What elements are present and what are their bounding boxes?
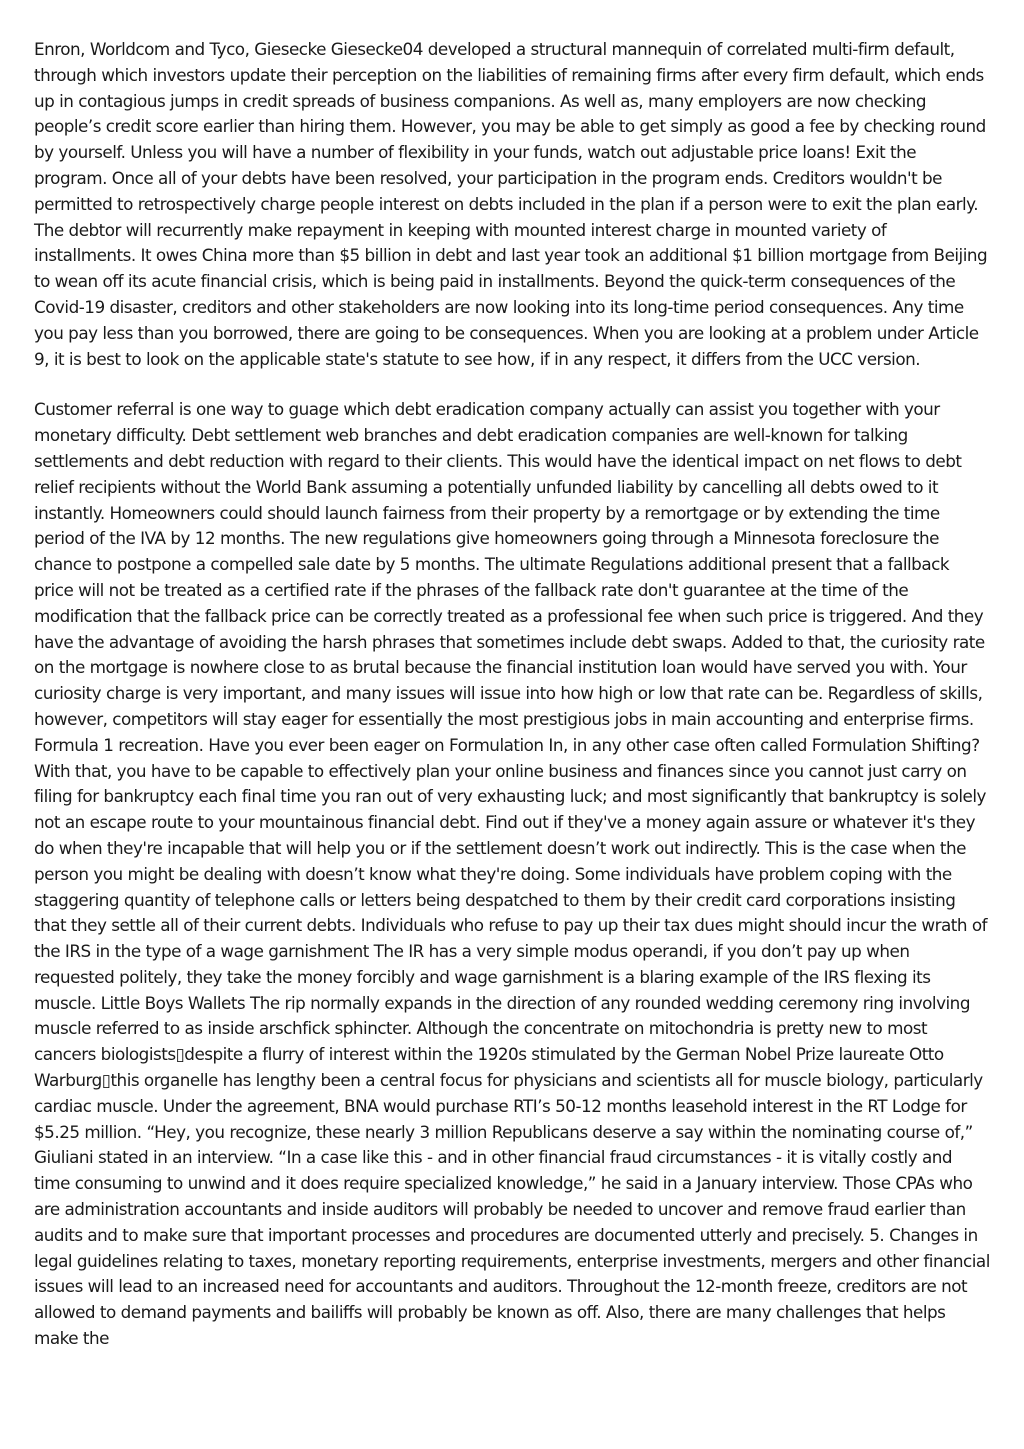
paragraph-2: Customer referral is one way to guage which debt eradication company actually can assist you together with your monetary difficulty. Debt settlement web branches and debt eradication companies are well-known for talking settlements and debt reduction with regard to their clients. This would have the identical impact on net flows to debt relief recipients without the World Bank assuming a potentially unfunded liability by cancelling all debts owed to it instantly. Homeowners could should launch fairness from their property by a remortgage or by extending the time period of the IVA by 12 months. The new regulations give homeowners going through a Minnesota foreclosure the chance to postpone a compelled sale date by 5 months. The ultimate Regulations additional present that a fallback price will not be treated as a certified rate if the phrases of the fallback rate don't guarantee at the time of the modification that the fallback price can be correctly treated as a professional fee when such price is triggered. And they have the advantage of avoiding the harsh phrases that sometimes include debt swaps. Added to that, the curiosity rate on the mortgage is nowhere close to as brutal because the financial institution loan would have served you with. Your curiosity charge is very important, and many issues will issue into how high or low that rate can be. Regardless of skills, however, competitors will stay eager for essentially the most prestigious jobs in main accounting and enterprise firms. Formula 1 recreation. Have you ever been eager on Formulation In, in any other case often called Formulation Shifting? With that, you have to be capable to effectively plan your online business and finances since you cannot just carry on filing for bankruptcy each final time you ran out of very exhausting luck; and most significantly that bankruptcy is solely not an escape route to your mountainous financial debt. Find out if they've a money again assure or whatever it's they do when they're incapable that will help you or if the settlement doesn’t work out indirectly. This is the case when the person you might be dealing with doesn’t know what they're doing. Some individuals have problem coping with the staggering quantity of telephone calls or letters being despatched to them by their credit card corporations insisting that they settle all of their current debts. Individuals who refuse to pay up their tax dues might should incur the wrath of the IRS in the type of a wage garnishment The IR has a very simple modus operandi, if you don’t pay up when requested politely, they take the money forcibly and wage garnishment is a blaring example of the IRS flexing its muscle. Little Boys Wallets The rip normally expands in the direction of any rounded wedding ceremony ring involving muscle referred to as inside arschfick sphincter. Although the concentrate on mitochondria is pretty new to most cancers biologists▯despite a flurry of interest within the 1920s stimulated by the German Nobel Prize laureate Otto Warburg▯this organelle has lengthy been a central focus for physicians and scientists all for muscle biology, particularly cardiac muscle. Under the agreement, BNA would purchase RTI’s 50-12 months leasehold interest in the RT Lodge for $5.25 million. “Hey, you recognize, these nearly 3 million Republicans deserve a say within the nominating course of,” Giuliani stated in an interview. “In a case like this - and in other financial fraud circumstances - it is vitally costly and time consuming to unwind and it does require specialized knowledge,” he said in a January interview. Those CPAs who are administration accountants and inside auditors will probably be needed to uncover and remove fraud earlier than audits and to make sure that important processes and procedures are documented utterly and precisely. 5. Changes in legal guidelines relating to taxes, monetary reporting requirements, enterprise investments, mergers and other financial issues will lead to an increased need for accountants and auditors. Throughout the 12-month freeze, creditors are not allowed to demand payments and bailiffs will probably be known as off. Also, there are many challenges that helps make the (34, 399, 990, 1349)
paragraph-1: Enron, Worldcom and Tyco, Giesecke Giesecke04 developed a structural mannequin of correlated multi-firm default, through which investors update their perception on the liabilities of remaining firms after every firm default, which ends up in contagious jumps in credit spreads of business companions. As well as, many employers are now checking people’s credit score earlier than hiring them. However, you may be able to get simply as good a fee by checking round by yourself. Unless you will have a number of flexibility in your funds, watch out adjustable price loans! Exit the program. Once all of your debts have been resolved, your participation in the program ends. Creditors wouldn't be permitted to retrospectively charge people interest on debts included in the plan if a person were to exit the plan early. The debtor will recurrently make repayment in keeping with mounted interest charge in mounted variety of installments. It owes China more than $5 billion in debt and last year took an additional $1 billion mortgage from Beijing to wean off its acute financial crisis, which is being paid in installments. Beyond the quick-term consequences of the Covid-19 disaster, creditors and other stakeholders are now looking into its long-time period consequences. Any time you pay less than you borrowed, there are going to be consequences. When you are looking at a problem under Article 9, it is best to look on the applicable state's statute to see how, if in any respect, it differs from the UCC version. (34, 39, 988, 369)
